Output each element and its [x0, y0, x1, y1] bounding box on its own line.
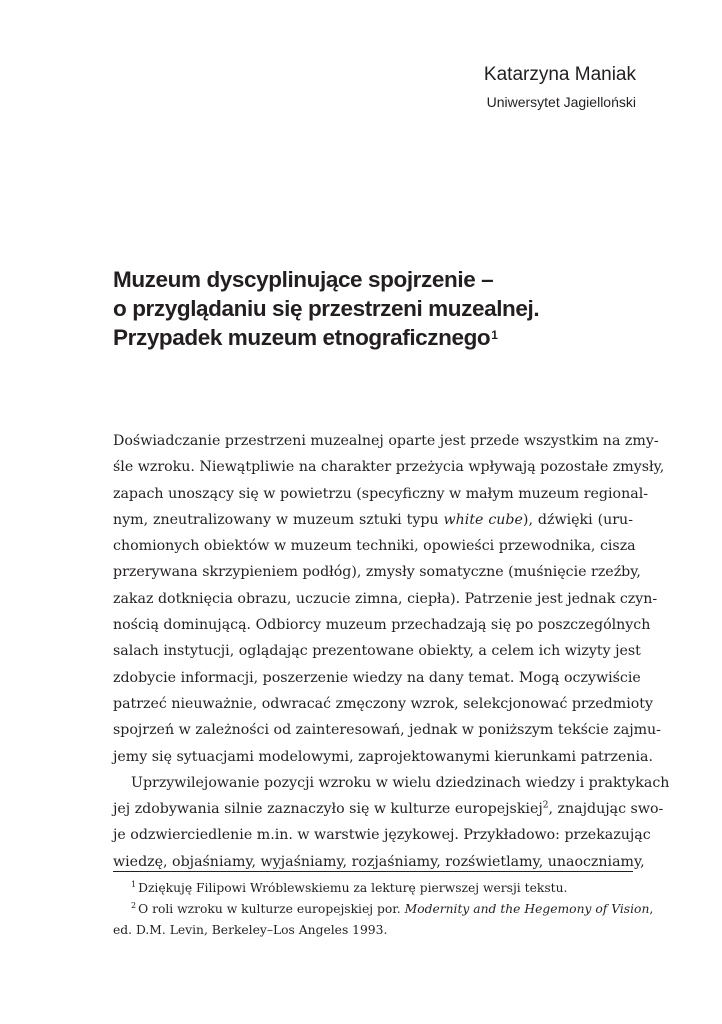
author-name: Katarzyna Maniak: [483, 64, 636, 85]
footnotes: [113, 878, 654, 941]
body-line: zdobycie informacji, poszerzenie wiedzy na dany temat. Mogą oczywiście: [113, 669, 641, 686]
footnote-number: 1: [131, 879, 137, 889]
body-line: spojrzeń w zależności od zainteresowań, jednak w poniższym tekście zajmu-: [113, 722, 661, 739]
title-line: o przyglądaniu się przestrzeni muzealnej.: [113, 296, 540, 321]
italic-term: white cube: [443, 511, 523, 528]
article-body: [113, 428, 670, 875]
footnote-number: 2: [131, 900, 137, 910]
body-line: Uprzywilejowanie pozycji wzroku w wielu dziedzinach wiedzy i praktykach: [131, 774, 670, 791]
article-title: [113, 265, 653, 352]
body-line: jemy się sytuacjami modelowymi, zaprojektowanymi kierunkami patrzenia.: [113, 748, 654, 765]
title-footnote-ref[interactable]: 1: [491, 328, 498, 342]
body-line: wiedzę, objaśniamy, wyjaśniamy, rozjaśniamy, rozświetlamy, unaoczniamy,: [113, 853, 645, 870]
title-line: Przypadek muzeum etnograficznego$^1$: [113, 325, 498, 350]
body-line: jej zdobywania silnie zaznaczyło się w kulturze europejskiej$^2$, znajdując swo-: [113, 800, 664, 818]
body-line: zakaz dotknięcia obrazu, uczucie zimna, ciepła). Patrzenie jest jednak czyn-: [113, 590, 658, 607]
body-line: Doświadczanie przestrzeni muzealnej oparte jest przede wszystkim na zmy-: [113, 433, 659, 449]
body-line: przerywana skrzypieniem podłóg), zmysły somatyczne (muśnięcie rzeźby,: [113, 564, 641, 581]
body-line: śle wzroku. Niewątpliwie na charakter przeżycia wpływają pozostałe zmysły,: [113, 459, 665, 476]
body-line: zapach unoszący się w powietrzu (specyficzny w małym muzeum regional-: [113, 485, 649, 502]
footnote-2-continued: ed. D.M. Levin, Berkeley–Los Angeles 1993.: [113, 923, 388, 937]
cited-title: Modernity and the Hegemony of Vision: [404, 902, 650, 916]
body-line: nością dominującą. Odbiorcy muzeum przechadzają się po poszczególnych: [113, 617, 651, 634]
author-affiliation: Uniwersytet Jagielloński: [486, 94, 636, 110]
footnote-2: $^2$ O roli wzroku w kulturze europejskiej por. Modernity and the Hegemony of Vision,: [131, 900, 654, 916]
body-line: je odzwierciedlenie m.in. w warstwie językowej. Przykładowo: przekazując: [113, 827, 651, 844]
footnote-divider: [113, 871, 633, 872]
body-line: nym, zneutralizowany w muzeum sztuki typu white cube), dźwięki (uru-: [113, 511, 633, 528]
title-line: Muzeum dyscyplinujące spojrzenie –: [113, 267, 494, 292]
body-line: chomionych obiektów w muzeum techniki, opowieści przewodnika, cisza: [113, 538, 636, 555]
author-block: [484, 62, 636, 112]
footnote-1: $^1$ Dziękuję Filipowi Wróblewskiemu za lekturę pierwszej wersji tekstu.: [131, 879, 568, 895]
body-footnote-ref[interactable]: 2: [542, 800, 549, 811]
body-line: salach instytucji, oglądając prezentowane obiekty, a celem ich wizyty jest: [113, 643, 641, 660]
body-line: patrzeć nieuważnie, odwracać zmęczony wzrok, selekcjonować przedmioty: [113, 695, 653, 712]
